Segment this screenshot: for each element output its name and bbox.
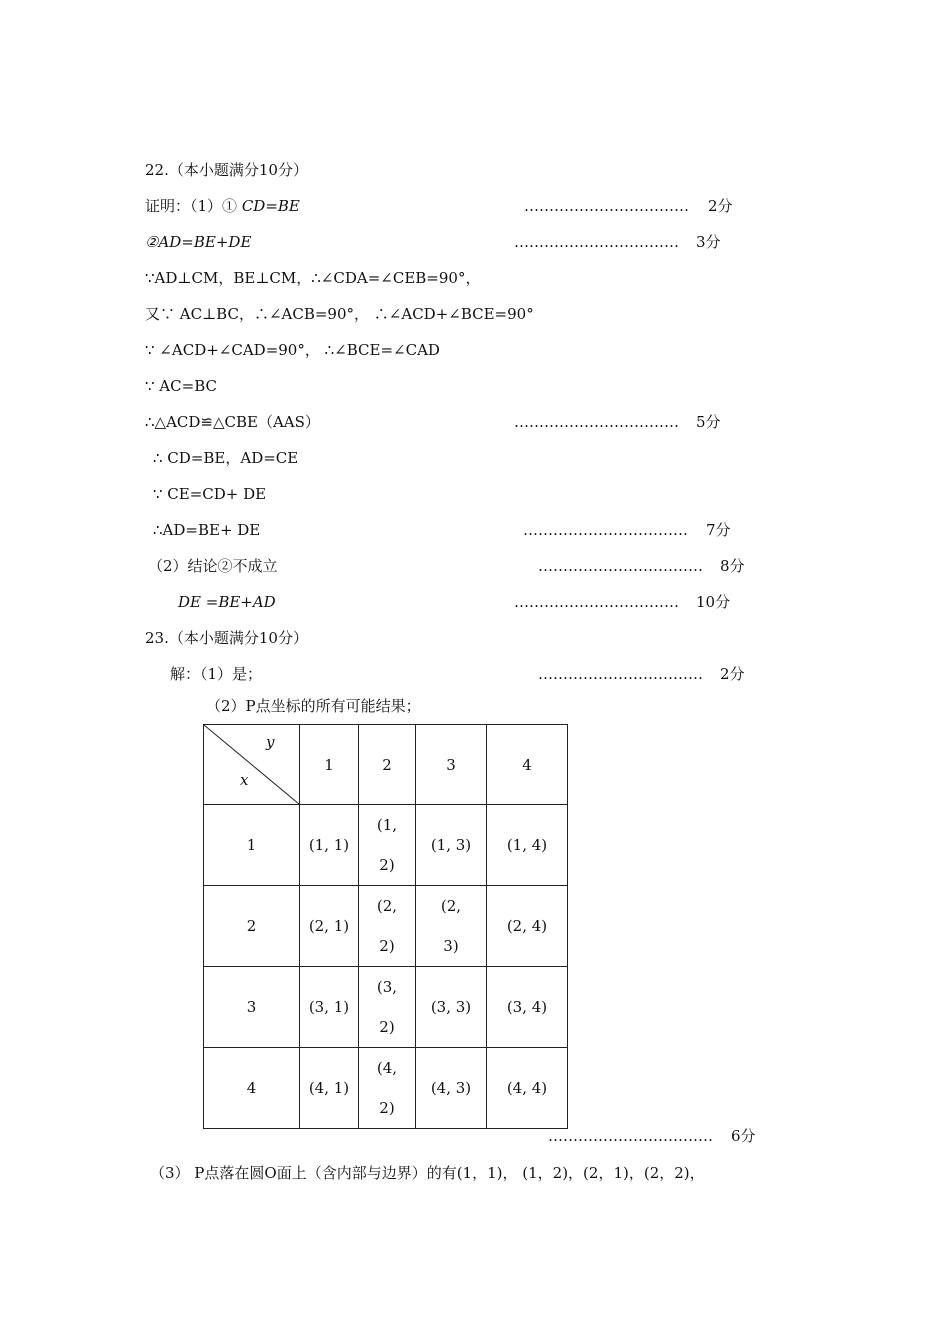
q22-claim1: CD=BE [241, 197, 300, 215]
q23-sol2-line [0, 695, 950, 717]
q22-step-line [0, 339, 950, 361]
q23-table-score-line [0, 1125, 950, 1147]
dot-leader: …………………………… [523, 521, 688, 539]
table-cell [359, 967, 416, 1048]
table-cell-text: (4, 2) [376, 1059, 398, 1117]
score-mark: 8分 [720, 557, 745, 575]
dot-leader: …………………………… [514, 593, 679, 611]
q22-step8: ∴AD=BE+ DE [153, 521, 261, 539]
col-header: 2 [359, 725, 416, 805]
q22-part2-line [0, 555, 950, 577]
table-cell [359, 886, 416, 967]
row-header: 1 [204, 805, 300, 886]
table-header-row [204, 725, 568, 805]
col-header: 3 [416, 725, 487, 805]
q22-part2-eq: DE =BE+AD [178, 593, 276, 611]
q22-claim2-line [0, 231, 950, 253]
diagonal-divider [204, 725, 299, 804]
row-header: 2 [204, 886, 300, 967]
table-cell: (2, 4) [487, 886, 568, 967]
q22-step5: ∴△ACD≌△CBE（AAS） [145, 413, 320, 431]
dot-leader: …………………………… [538, 665, 703, 683]
score-mark: 2分 [708, 197, 733, 215]
table-cell [416, 886, 487, 967]
table-cell-text: (1, 2) [376, 816, 398, 874]
table-cell: (4, 1) [300, 1048, 359, 1129]
table-cell: (3, 4) [487, 967, 568, 1048]
q22-step7: ∵ CE=CD+ DE [153, 485, 267, 503]
score-mark: 10分 [696, 593, 731, 611]
x-axis-label: x [240, 771, 249, 789]
q22-step-line [0, 375, 950, 397]
q22-step4: ∵ AC=BC [145, 377, 217, 395]
table-cell: (3, 3) [416, 967, 487, 1048]
q22-claim2: ②AD=BE+DE [145, 233, 252, 251]
dot-leader: …………………………… [548, 1127, 713, 1145]
q22-part2: （2）结论②不成立 [148, 557, 278, 575]
q23-sol3: （3） P点落在圆O面上（含内部与边界）的有(1，1)， (1，2)，(2，1)，(2，2)， [150, 1164, 705, 1182]
table-cell: (4, 4) [487, 1048, 568, 1129]
q22-proof-label: 证明：（1）① CD=BE [145, 197, 300, 215]
table-row [204, 805, 568, 886]
col-header: 4 [487, 725, 568, 805]
q22-step3: ∵ ∠ACD+∠CAD=90°， ∴∠BCE=∠CAD [145, 341, 440, 359]
row-header: 4 [204, 1048, 300, 1129]
coordinate-table [203, 724, 568, 1129]
table-cell [359, 805, 416, 886]
q23-sol2: （2）P点坐标的所有可能结果； [206, 697, 421, 715]
q22-heading-line [0, 159, 950, 181]
q22-step-line [0, 303, 950, 325]
table-row [204, 967, 568, 1048]
q23-heading-line [0, 627, 950, 649]
q22-step6: ∴ CD=BE，AD=CE [153, 449, 299, 467]
table-cell: (3, 1) [300, 967, 359, 1048]
table-corner-cell [204, 725, 300, 805]
q23-sol1-line [0, 663, 950, 685]
table-row [204, 886, 568, 967]
y-axis-label: y [266, 733, 275, 751]
dot-leader: …………………………… [514, 233, 679, 251]
table-cell: (1, 3) [416, 805, 487, 886]
q22-step1: ∵AD⊥CM，BE⊥CM，∴∠CDA=∠CEB=90°， [145, 269, 481, 287]
q22-step-line [0, 447, 950, 469]
score-mark: 6分 [731, 1127, 756, 1145]
dot-leader: …………………………… [524, 197, 689, 215]
score-mark: 7分 [706, 521, 731, 539]
q22-step-line [0, 267, 950, 289]
q22-heading: 22.（本小题满分10分） [145, 161, 308, 179]
table-cell: (2, 1) [300, 886, 359, 967]
q22-part2-eq-line [0, 591, 950, 613]
q22-step-line [0, 411, 950, 433]
q23-heading: 23.（本小题满分10分） [145, 629, 308, 647]
score-mark: 5分 [696, 413, 721, 431]
table-cell [359, 1048, 416, 1129]
q22-step-line [0, 483, 950, 505]
q22-step-line [0, 519, 950, 541]
table-row [204, 1048, 568, 1129]
col-header: 1 [300, 725, 359, 805]
table-cell-text: (3, 2) [376, 978, 398, 1036]
q22-proof-line [0, 195, 950, 217]
dot-leader: …………………………… [514, 413, 679, 431]
score-mark: 3分 [696, 233, 721, 251]
q22-step2: 又∵ AC⊥BC，∴∠ACB=90°， ∴∠ACD+∠BCE=90° [145, 305, 534, 323]
table-cell-text: (2, 2) [376, 897, 398, 955]
table-cell: (1, 4) [487, 805, 568, 886]
q23-sol3-line [0, 1162, 950, 1184]
score-mark: 2分 [720, 665, 745, 683]
row-header: 3 [204, 967, 300, 1048]
table-cell: (4, 3) [416, 1048, 487, 1129]
table-cell-text: (2, 3) [440, 897, 462, 955]
q23-sol1: 解：（1）是； [170, 665, 263, 683]
table-cell: (1, 1) [300, 805, 359, 886]
dot-leader: …………………………… [538, 557, 703, 575]
